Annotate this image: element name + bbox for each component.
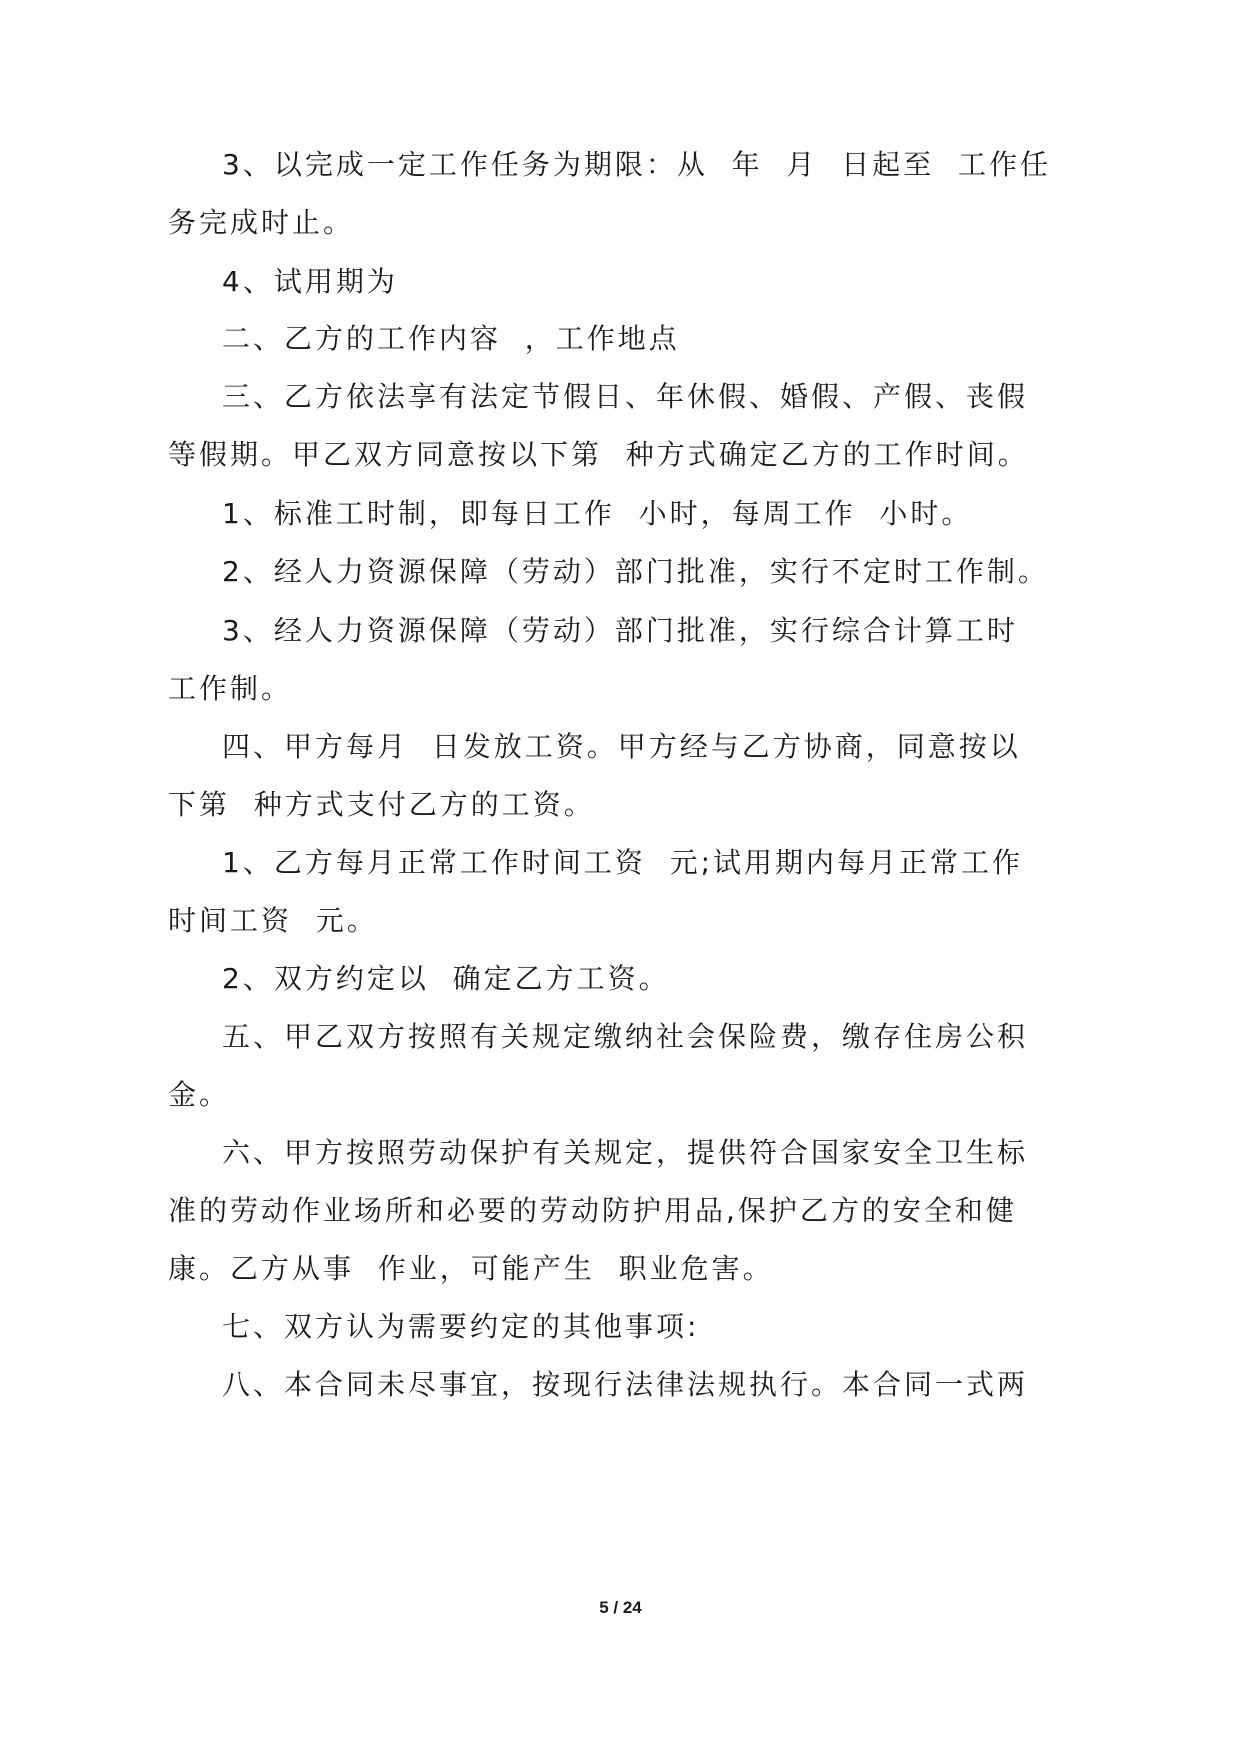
page-number: 5 / 24 bbox=[599, 1598, 642, 1617]
text-line: 务完成时止。 bbox=[168, 206, 355, 239]
text-line: 七、双方认为需要约定的其他事项: bbox=[222, 1310, 700, 1343]
text-line: 时间工资 元。 bbox=[168, 904, 378, 937]
text-line: 1、标准工时制，即每日工作 小时，每周工作 小时。 bbox=[222, 497, 973, 530]
text-line: 工作制。 bbox=[168, 672, 293, 705]
text-line: 康。乙方从事 作业，可能产生 职业危害。 bbox=[168, 1252, 774, 1285]
text-line: 三、乙方依法享有法定节假日、年休假、婚假、产假、丧假 bbox=[222, 380, 1029, 413]
text-line: 准的劳动作业场所和必要的劳动防护用品,保护乙方的安全和健 bbox=[168, 1194, 1017, 1227]
text-line: 五、甲乙双方按照有关规定缴纳社会保险费，缴存住房公积 bbox=[222, 1020, 1029, 1053]
text-line: 下第 种方式支付乙方的工资。 bbox=[168, 788, 595, 821]
text-line: 4、试用期为 bbox=[222, 265, 398, 298]
text-line: 八、本合同未尽事宜，按现行法律法规执行。本合同一式两 bbox=[222, 1368, 1029, 1401]
text-line: 金。 bbox=[168, 1078, 231, 1111]
text-line: 3、以完成一定工作任务为期限：从 年 月 日起至 工作任 bbox=[222, 148, 1052, 181]
text-line: 二、乙方的工作内容 ，工作地点 bbox=[222, 322, 680, 355]
text-line: 2、双方约定以 确定乙方工资。 bbox=[222, 962, 670, 995]
text-line: 等假期。甲乙双方同意按以下第 种方式确定乙方的工作时间。 bbox=[168, 438, 1029, 471]
text-line: 2、经人力资源保障（劳动）部门批准，实行不定时工作制。 bbox=[222, 555, 1049, 588]
text-line: 六、甲方按照劳动保护有关规定，提供符合国家安全卫生标 bbox=[222, 1136, 1029, 1169]
text-line: 四、甲方每月 日发放工资。甲方经与乙方协商，同意按以 bbox=[222, 730, 1021, 763]
text-line: 3、经人力资源保障（劳动）部门批准，实行综合计算工时 bbox=[222, 614, 1018, 647]
text-line: 1、乙方每月正常工作时间工资 元;试用期内每月正常工作 bbox=[222, 846, 1024, 879]
